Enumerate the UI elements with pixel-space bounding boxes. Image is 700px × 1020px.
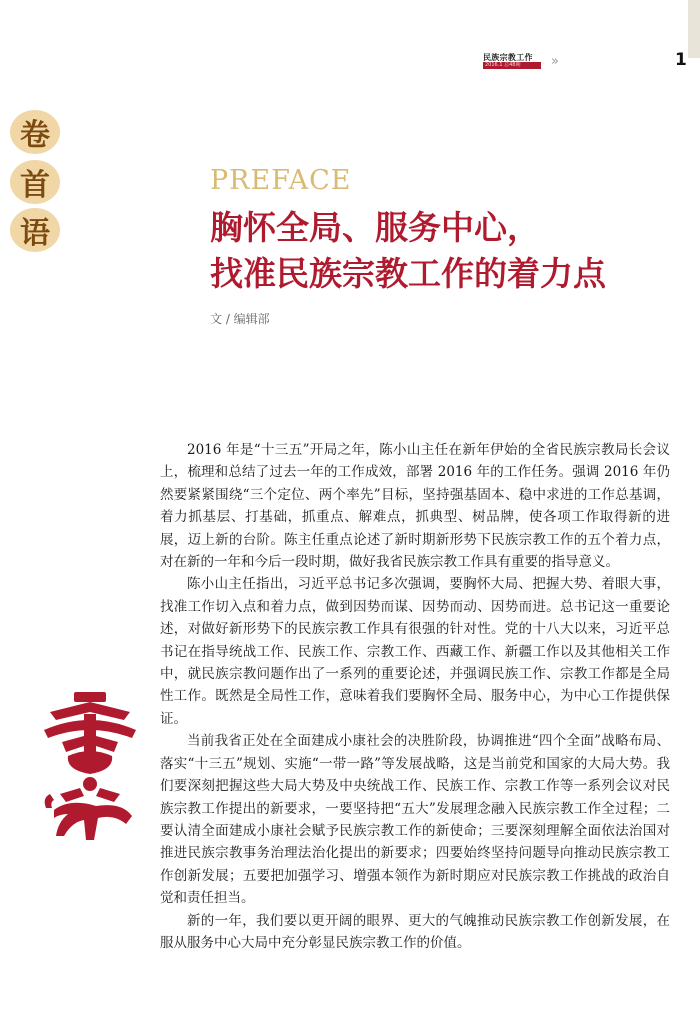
paragraph-2: 陈小山主任指出，习近平总书记多次强调，要胸怀大局、把握大势、着眼大事，找准工作切入点和着力点，做到因势而谋、因势而动、因势而进。总书记这一重要论述，对做好新形势下的民族宗教工作具有很强的针对性。党的十八大以来，习近平总书记在指导统战工作、民族工作、宗教工作、西藏工作、新疆工作以及其他相关工作中，就民族宗教问题作出了一系列的重要论述，并强调民族工作、宗教工作都是全局性工作。既然是全局性工作，意味着我们要胸怀全局、服务中心，为中心工作提供保证。: [160, 576, 670, 727]
byline: 文 / 编辑部: [210, 312, 270, 326]
page-number: 1: [675, 50, 687, 70]
journal-name: 民族宗教工作: [483, 52, 533, 62]
paragraph-4: 新的一年，我们要以更开阔的眼界、更大的气魄推动民族宗教工作创新发展，在服从服务中心大局中充分彰显民族宗教工作的价值。: [160, 912, 670, 951]
section-label: PREFACE: [210, 165, 352, 196]
article-title-line-2: 找准民族宗教工作的着力点: [210, 254, 606, 293]
column-seal-char-1: 卷: [10, 110, 60, 154]
paragraph-1: 2016 年是“十三五”开局之年，陈小山主任在新年伊始的全省民族宗教局长会议上，梳理和总结了过去一年的工作成效，部署 2016 年的工作任务。强调 2016 年仍然要紧紧围绕“三个定位、两个率先”目标，坚持强基固本、稳中求进的工作总基调，着力抓基层、打基础，抓重点、解难点，抓典型、树品牌，使各项工作取得新的进展，迈上新的台阶。陈主任重点论述了新时期新形势下民族宗教工作的五个着力点，对在新的一年和今后一段时期，做好我省民族宗教工作具有重要的指导意义。: [160, 442, 670, 571]
journal-header-tag: [483, 53, 541, 69]
page-edge-strip: [688, 0, 700, 58]
paragraph-3: 当前我省正处在全面建成小康社会的决胜阶段，协调推进“四个全面”战略布局、落实“十三五”规划、实施“一带一路”等发展战略，这是当前党和国家的大局大势。我们要深刻把握这些大局大势及中央统战工作、民族工作、宗教工作等一系列会议对民族宗教工作提出的新要求，一要坚持把“五大”发展理念融入民族宗教工作全过程；二要认清全面建成小康社会赋予民族宗教工作的新使命；三要深刻理解全面依法治国对推进民族宗教事务治理法治化提出的新要求；四要始终坚持问题导向推动民族宗教工作创新发展；五要把加强学习、增强本领作为新时期应对民族宗教工作挑战的政治自觉和责任担当。: [160, 733, 670, 907]
article-body: [160, 439, 670, 954]
chevron-right-icon: »: [551, 54, 559, 69]
article-title: [210, 205, 680, 297]
article-title-line-1: 胸怀全局、服务中心，: [210, 208, 540, 247]
column-seal-char-3: 语: [10, 208, 60, 252]
column-seal-char-2: 首: [10, 160, 60, 204]
bronze-pattern-motif-icon: [40, 690, 140, 850]
issue-label: 2016.1 总48期: [483, 62, 541, 69]
